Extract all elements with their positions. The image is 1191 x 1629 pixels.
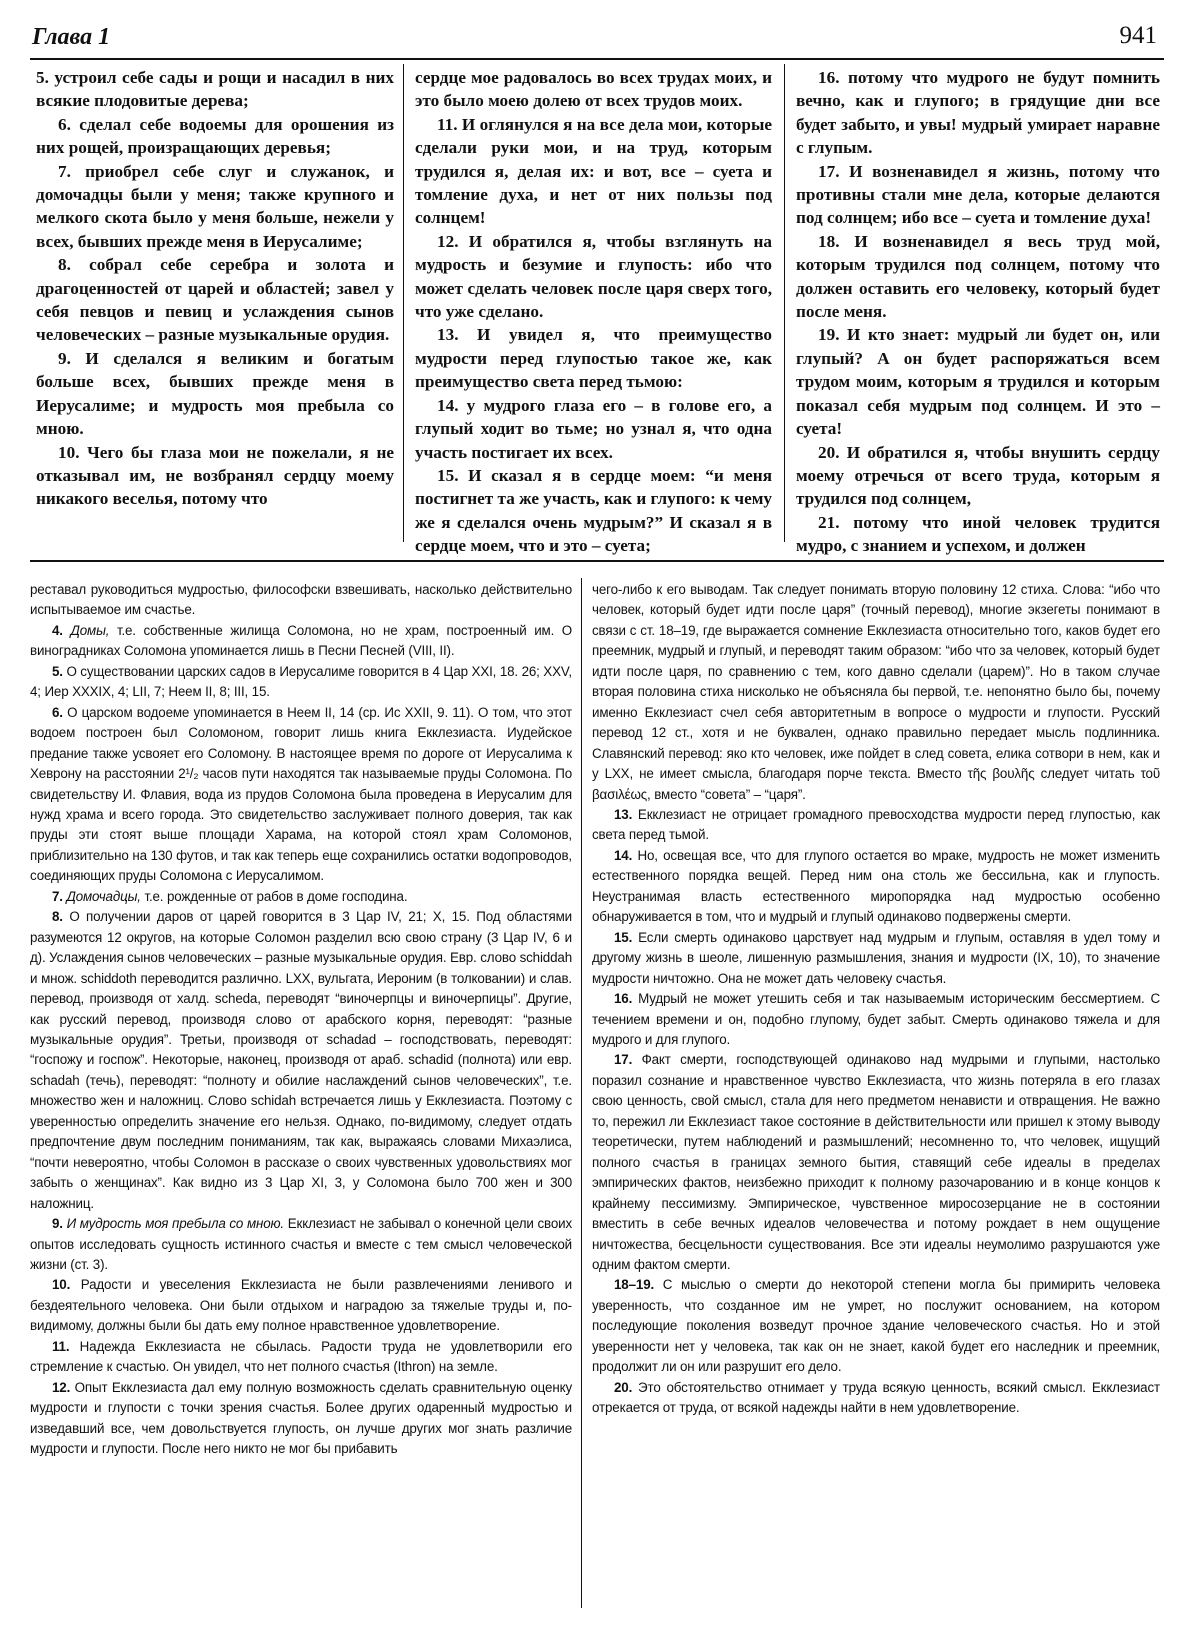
verse: 17. И возненавидел я жизнь, потому что противны стали мне дела, которые делаются под солнцем; ибо все – суета и томление духа! [796, 161, 1160, 228]
verse: 15. И сказал я в сердце моем: “и меня постигнет та же участь, как и глупого: к чему же я сделался очень мудрым?” И сказал я в сердце моем, что и это – суета; [415, 465, 773, 556]
top-rule [30, 58, 1164, 60]
page-number: 941 [1119, 22, 1157, 49]
commentary-column-right [592, 580, 1160, 1419]
note-number: 17. [614, 1052, 633, 1068]
commentary-paragraph: 14. Но, освещая все, что для глупого остается во мраке, мудрость не может изменить естественного порядка вещей. Перед ним она столь же бессильна, как и глупость. Неустранимая власть естественного миропорядка над мудростью особенно обнаруживается в том, что и мудрый и глупый одинаково подвержены смерти. [592, 847, 1160, 925]
note-number: 10. [52, 1277, 71, 1293]
commentary-paragraph: 12. Опыт Екклезиаста дал ему полную возможность сделать сравнительную оценку мудрости и глупости с точки зрения счастья. Более других одаренный мудростью и изведавший все, чем довольствуется глупость, он лучше других мог знать различие мудрости и глупости. После него никто не мог бы прибавить [30, 1379, 572, 1457]
commentary-paragraph: 20. Это обстоятельство отнимает у труда всякую ценность, всякий смысл. Екклезиаст отрекается от труда, от всякой надежды найти в нем удовлетворение. [592, 1379, 1160, 1416]
note-number: 12. [52, 1379, 71, 1395]
commentary-paragraph: 18–19. С мыслью о смерти до некоторой степени могла бы примирить человека уверенность, что созданное им не умрет, но послужит основанием, на котором последующие поколения возведут прочное здание человеческого счастья. Но и этой уверенности нет у человека, так как он не знает, какой будет его наследник и преемник, продолжит ли он или разрушит его дело. [592, 1277, 1160, 1375]
note-lemma: Домочадцы, [66, 888, 141, 904]
verse: 8. собрал себе серебра и золота и драгоценностей от царей и областей; завел у себя певцов и певиц и услаждения сынов человеческих – разные музыкальные орудия. [36, 255, 394, 345]
scripture-column-2 [415, 66, 772, 558]
commentary-paragraph: 15. Если смерть одинаково царствует над мудрым и глупым, оставляя в удел тому и другому жизнь в шеоле, лишенную размышления, знания и мудрости (IX, 10), то значение мудрости ничтожно. Она не может дать человеку счастья. [592, 929, 1160, 986]
note-number: 13. [614, 806, 633, 822]
commentary-divider [581, 578, 582, 1608]
commentary-paragraph: чего-либо к его выводам. Так следует понимать вторую половину 12 стиха. Слова: “ибо что человек, который будет идти после царя” (точный перевод), многие экзегеты понимают в связи с ст. 18–19, где выражается сомнение Екклезиаста относительно того, каков будет его преемник, мудрый и глупый, и переводят таким образом: “ибо что за человек, который будет идти после царя, по сравнению с тем, кого давно сделали (царем)”. Но в таком случае вторая половина стиха нисколько не объясняла бы первой, т.е. непонятно было бы, почему именно Екклезиаст счел себя авторитетным в вопросе о мудрости и глупости. Русский перевод 12 ст., хотя и не буквален, однако правильно передает мысль подлинника. Славянский перевод: яко кто человек, иже пойдет в след совета, елика сотвори в нем, как и у LXX, не имеет смысла, благодаря порче текста. Вместо τῆς βουλῆς следует читать τοῦ βασιλέως, вместо “совета” – “царя”. [592, 582, 1160, 802]
commentary-paragraph: 8. О получении даров от царей говорится в 3 Цар IV, 21; X, 15. Под областями разумеются 12 округов, на которые Соломон разделил всю свою страну (3 Цар IV, 6 и д). Услаждения сынов человеческих – разные музыкальные орудия. Евр. слово schiddah и множ. schiddoth переводится различно. LXX, вульгата, Иероним (в толковании) и слав. перевод, производя от халд. scheda, переводят “виночерпцы и виночерпицы”. Другие, как русский перевод, производя слово от арабского корня, переводят: “разные музыкальные орудия”. Третьи, производя от schadad – господствовать, переводят: “госпожу и госпож”. Некоторые, наконец, производя от араб. schadid (полнота) или евр. schadah (течь), переводят: “полноту и обилие наслаждений сынов человеческих”, т.е. множество жен и наложниц. Слово schidah встречается лишь у Екклезиаста. Поэтому с уверенностью определить значение его нельзя. Однако, по-видимому, следует отдать предпочтение двум последним пониманиям, так как, выражаясь словами Михаэлиса, “почти невероятно, чтобы Соломон в рассказе о своих чувственных удовольствиях мог забыть о женщинах”. Как видно из 3 Цар XI, 3, у Соломона было 700 жен и 300 наложниц. [30, 909, 572, 1211]
commentary-paragraph: 5. О существовании царских садов в Иерусалиме говорится в 4 Цар XXI, 18. 26; XXV, 4; Иер XXXIX, 4; LII, 7; Неем II, 8; III, 15. [30, 663, 572, 700]
note-number: 6. [52, 704, 63, 720]
scripture-column-3 [796, 66, 1160, 558]
commentary-paragraph: 10. Радости и увеселения Екклезиаста не были развлечениями ленивого и бездеятельного человека. Они были отдыхом и наградою за тяжелые труды и, по-видимому, должны были бы дать ему полное нравственное удовлетворение. [30, 1277, 572, 1334]
note-number: 11. [52, 1338, 70, 1354]
commentary-paragraph: реставал руководиться мудростью, философски взвешивать, насколько действительно испытываемое им счастье. [30, 582, 572, 618]
note-number: 20. [614, 1379, 633, 1395]
verse: 20. И обратился я, чтобы внушить сердцу моему отречься от всего труда, которым я трудился под солнцем, [796, 442, 1160, 509]
verse: 14. у мудрого глаза его – в голове его, а глупый ходит во тьме; но узнал я, что одна участь постигает их всех. [415, 395, 772, 462]
commentary-paragraph: 4. Домы, т.е. собственные жилища Соломона, но не храм, построенный им. О виноградниках Соломона упоминается лишь в Песни Песней (VIII, II). [30, 622, 572, 659]
note-number: 14. [614, 847, 633, 863]
verse: 9. И сделался я великим и богатым больше всех, бывших прежде меня в Иерусалиме; и мудрость моя пребыла со мною. [36, 348, 394, 439]
commentary-separator [30, 560, 1164, 562]
note-lemma: Домы, [70, 622, 110, 638]
verse: 7. приобрел себе слуг и служанок, и домочадцы были у меня; также крупного и мелкого скота было у меня больше, нежели у всех, бывших прежде меня в Иерусалиме; [36, 161, 394, 251]
verse: 13. И увидел я, что преимущество мудрости перед глупостью такое же, как преимущество света перед тьмою: [415, 325, 772, 392]
note-number: 15. [614, 929, 633, 945]
note-number: 16. [614, 991, 633, 1007]
column-divider [784, 64, 785, 542]
commentary-paragraph: 6. О царском водоеме упоминается в Неем II, 14 (ср. Ис XXII, 9. 11). О том, что этот водоем построен был Соломоном, говорит лишь книга Екклезиаста. Иудейское предание также усвояет его Соломону. В настоящее время по дороге от Иерусалима к Хеврону на расстоянии 2¹/₂ часов пути находятся так называемые пруды Соломона. По свидетельству И. Флавия, вода из прудов Соломона была проведена в Иерусалим для нужд храма и всего города. Это свидетельство заслуживает полного доверия, так как пруды эти стоят выше площади Харама, на которой стоял храм Соломонов, приблизительно на 130 футов, и так как теперь еще сохранились остатки водопроводов, соединяющих пруды Соломона с Иерусалимом. [30, 704, 572, 884]
commentary-paragraph: 9. И мудрость моя пребыла со мною. Екклезиаст не забывал о конечной цели своих опытов исследовать сущность истинного счастья и вместе с тем смысл человеческой жизни (ст. 3). [30, 1216, 572, 1272]
verse: сердце мое радовалось во всех трудах моих, и это было моею долею от всех трудов моих. [415, 68, 772, 111]
verse: 12. И обратился я, чтобы взглянуть на мудрость и безумие и глупость: ибо что может сделать человек после царя сверх того, что уже сделано. [415, 231, 772, 322]
note-number: 7. [52, 888, 63, 904]
commentary-paragraph: 16. Мудрый не может утешить себя и так называемым историческим бессмертием. С течением времени и он, подобно глупому, будет забыт. Смерть одинаково тяжела и для мудрого и для глупого. [592, 991, 1160, 1047]
chapter-heading: Глава 1 [32, 24, 111, 50]
commentary-paragraph: 17. Факт смерти, господствующей одинаково над мудрыми и глупыми, настолько поразил сознание и нравственное чувство Екклезиаста, что жизнь потеряла в его глазах свою ценность, свой смысл, стала для него предметом ненависти и отвращения. Не важно то, пережил ли Екклезиаст такое состояние в действительности или пришел к этому выводу теоретически, путем наблюдений и размышлений; несомненно то, что человек, ищущий полного счастья в границах земного бытия, ставящий себе идеалы в пределах эмпирических фактов, неизбежно приходит к полному разочарованию и в конце концов к крайнему пессимизму. Эмпирическое, чувственное миросозерцание не в состоянии вместить в себе вечных идеалов человечества и потому рождает в нем ощущение ничтожества, бесцельности существования. Все эти идеалы неумолимо разрушаются уже одним фактом смерти. [592, 1052, 1160, 1272]
note-lemma: И мудрость моя пребыла со мною. [66, 1216, 285, 1232]
verse: 21. потому что иной человек трудится мудро, с знанием и успехом, и должен [796, 512, 1160, 556]
verse: 18. И возненавидел я весь труд мой, которым трудился под солнцем, потому что должен оставить его человеку, который будет после меня. [796, 231, 1160, 322]
note-number: 4. [52, 622, 63, 638]
commentary-paragraph: 7. Домочадцы, т.е. рожденные от рабов в доме господина. [52, 888, 408, 904]
commentary-paragraph: 13. Екклезиаст не отрицает громадного превосходства мудрости перед глупостью, как света перед тьмой. [592, 806, 1160, 843]
verse: 5. устроил себе сады и рощи и насадил в них всякие плодовитые дерева; [36, 68, 394, 111]
verse: 11. И оглянулся я на все дела мои, которые сделали руки мои, и на труд, которым трудился я, делая их: и вот, все – суета и томление духа, и нет от них пользы под солнцем! [415, 114, 772, 228]
scripture-column-1 [36, 66, 394, 511]
verse: 10. Чего бы глаза мои не пожелали, я не отказывал им, не возбранял сердцу моему никакого веселья, потому что [36, 442, 394, 509]
commentary-column-left [30, 580, 572, 1459]
verse: 6. сделал себе водоемы для орошения из них рощей, произращающих деревья; [36, 114, 394, 158]
note-number: 18–19. [614, 1277, 655, 1293]
verse: 19. И кто знает: мудрый ли будет он, или глупый? А он будет распоряжаться всем трудом моим, которым я трудился и которым показал себя мудрым под солнцем. И это – суета! [796, 325, 1160, 439]
note-number: 5. [52, 663, 63, 679]
commentary-paragraph: 11. Надежда Екклезиаста не сбылась. Радости труда не удовлетворили его стремление к счастью. Он увидел, что нет полного счастья (Ithron) на земле. [30, 1338, 573, 1375]
note-number: 8. [52, 909, 63, 925]
column-divider [403, 64, 404, 542]
note-number: 9. [52, 1216, 63, 1232]
verse: 16. потому что мудрого не будут помнить вечно, как и глупого; в грядущие дни все будет забыто, и увы! мудрый умирает наравне с глупым. [796, 68, 1160, 158]
